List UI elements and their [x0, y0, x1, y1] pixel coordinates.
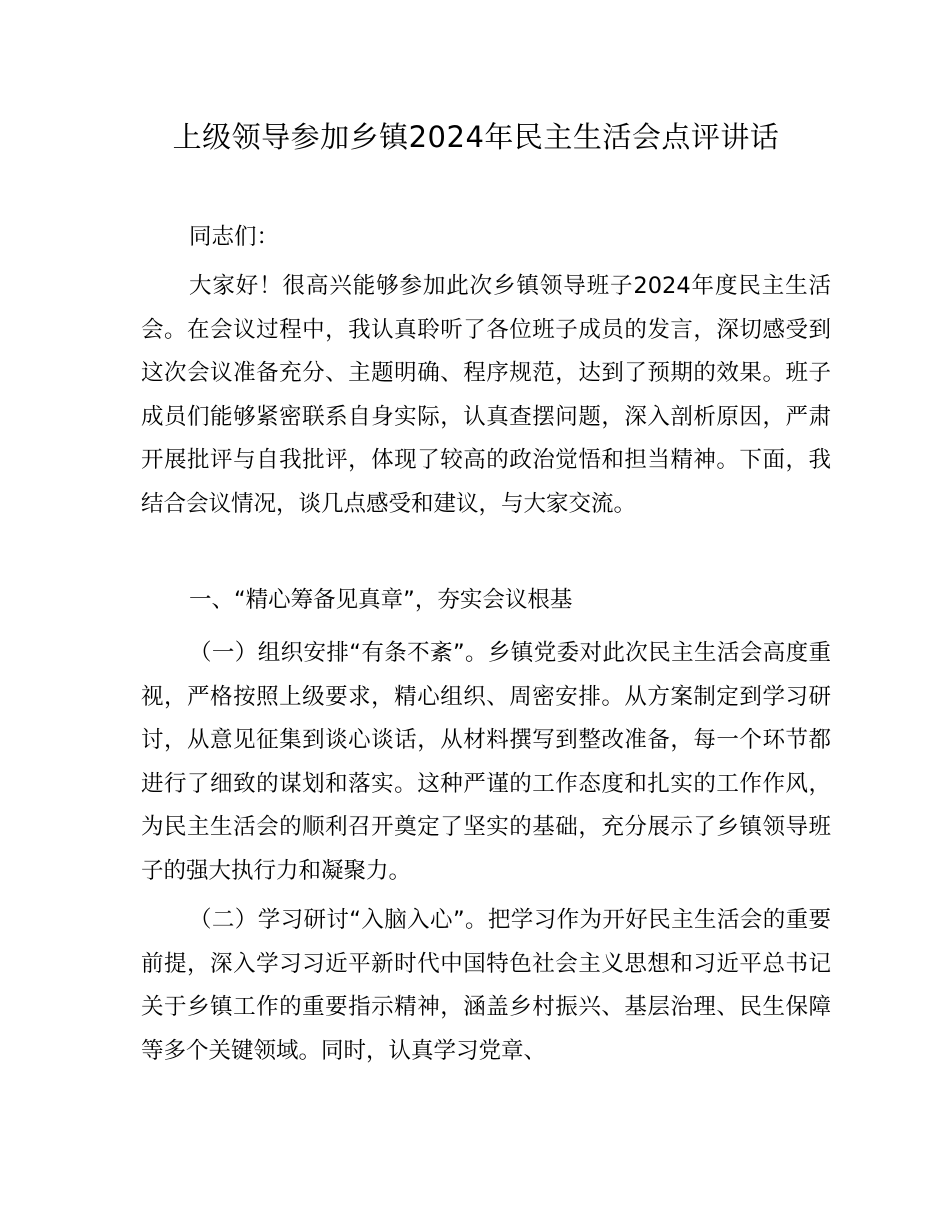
section-1-item-2-paragraph: （二）学习研讨“入脑入心”。把学习作为开好民主生活会的重要前提，深入学习习近平新时代中国特色社会主义思想和习近平总书记关于乡镇工作的重要指示精神，涵盖乡村振兴、基层治理、民生保障等多个关键领域。同时，认真学习党章、	[141, 907, 831, 1064]
intro-paragraph: 大家好！很高兴能够参加此次乡镇领导班子2024年度民主生活会。在会议过程中，我认真聆听了各位班子成员的发言，深切感受到这次会议准备充分、主题明确、程序规范，达到了预期的效果。班子成员们能够紧密联系自身实际，认真查摆问题，深入剖析原因，严肃开展批评与自我批评，体现了较高的政治觉悟和担当精神。下面，我结合会议情况，谈几点感受和建议，与大家交流。	[141, 273, 831, 517]
section-1-item-1-paragraph: （一）组织安排“有条不紊”。乡镇党委对此次民主生活会高度重视，严格按照上级要求，精心组织、周密安排。从方案制定到学习研讨，从意见征集到谈心谈话，从材料撰写到整改准备，每一个环节都进行了细致的谋划和落实。这种严谨的工作态度和扎实的工作作风，为民主生活会的顺利召开奠定了坚实的基础，充分展示了乡镇领导班子的强大执行力和凝聚力。	[141, 640, 831, 884]
salutation: 同志们：	[189, 224, 280, 250]
section-1-heading: 一、“精心筹备见真章”，夯实会议根基	[189, 587, 573, 613]
document-title: 上级领导参加乡镇2024年民主生活会点评讲话	[172, 120, 780, 154]
